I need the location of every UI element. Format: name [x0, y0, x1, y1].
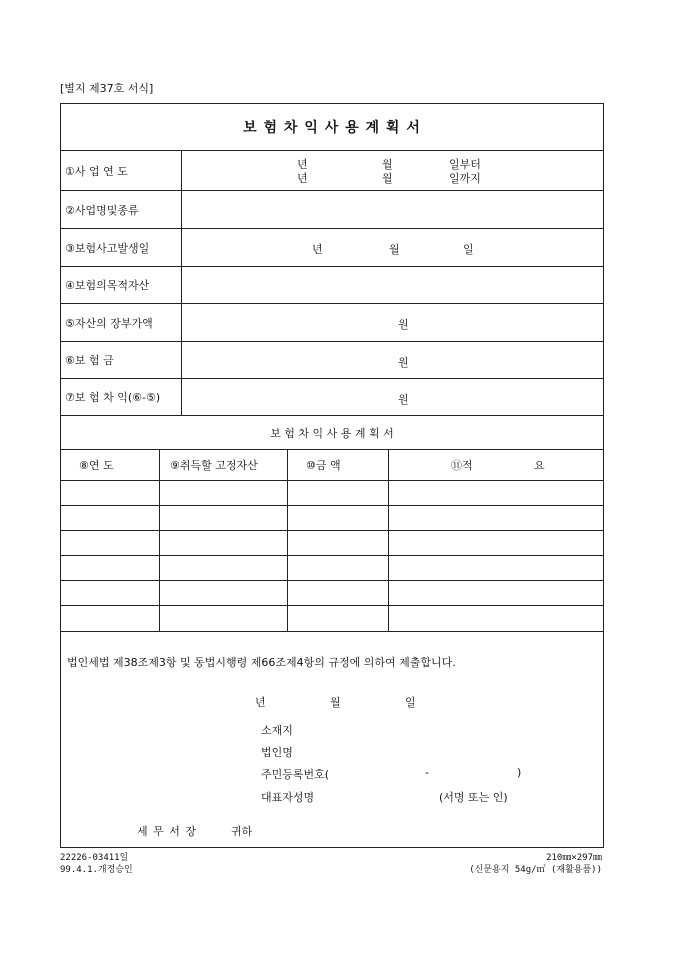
plan-table-title: 보 험 차 익 사 용 계 획 서	[61, 416, 603, 450]
representative-label: 대표자성명	[261, 791, 315, 804]
table-row	[61, 506, 603, 531]
header-summary-b: 요	[534, 459, 545, 472]
header-amount	[288, 450, 389, 480]
registration-number-dash: -	[425, 766, 429, 779]
book-value-label: ⑤자산의 장부가액	[61, 304, 182, 341]
table-cell-amount[interactable]	[288, 556, 389, 580]
year-to-month: 월	[382, 172, 393, 185]
accident-date-value[interactable]	[182, 229, 603, 266]
table-cell-year[interactable]	[61, 581, 160, 605]
form-number-label: [별지 제37호 서식]	[60, 82, 154, 95]
table-row	[61, 606, 603, 632]
insured-asset-value[interactable]	[182, 267, 603, 303]
insurance-gain-row	[61, 379, 603, 416]
declaration-month: 월	[330, 696, 341, 709]
year-from-day: 일부터	[449, 158, 481, 171]
insurance-money-row	[61, 342, 603, 379]
header-asset-text: ⑨취득할 고정자산	[170, 459, 258, 472]
address-label: 소재지	[261, 724, 293, 737]
table-cell-asset[interactable]	[160, 606, 288, 631]
table-cell-summary[interactable]	[389, 581, 603, 605]
table-cell-amount[interactable]	[288, 606, 389, 631]
book-value-value[interactable]	[182, 304, 603, 341]
company-name-label: 법인명	[261, 746, 293, 759]
form-code: 22226-03411일	[60, 853, 129, 863]
table-cell-summary[interactable]	[389, 506, 603, 530]
header-year	[61, 450, 160, 480]
header-summary-a: ⑪적	[451, 459, 473, 472]
table-cell-asset[interactable]	[160, 481, 288, 505]
accident-date-label: ③보험사고발생일	[61, 229, 182, 266]
business-name-label: ②사업명및종류	[61, 191, 182, 228]
form-frame	[60, 103, 604, 848]
business-name-value[interactable]	[182, 191, 603, 228]
table-row	[61, 481, 603, 506]
insurance-gain-unit: 원	[398, 393, 409, 406]
registration-number-label: 주민등록번호(	[261, 768, 330, 781]
declaration-text: 법인세법 제38조제3항 및 동법시행령 제66조제4항의 규정에 의하여 제출합니다.	[67, 656, 456, 669]
table-cell-summary[interactable]	[389, 481, 603, 505]
year-to-year: 년	[297, 172, 308, 185]
insured-asset-row	[61, 267, 603, 304]
accident-day: 일	[463, 243, 474, 256]
accident-date-row	[61, 229, 603, 267]
table-cell-amount[interactable]	[288, 506, 389, 530]
year-from-month: 월	[382, 158, 393, 171]
paper-spec: (신문용지 54g/㎡ (재활용품))	[469, 865, 602, 875]
accident-month: 월	[389, 243, 400, 256]
tax-office-addressee: 세 무 서 장	[137, 825, 197, 838]
book-value-row	[61, 304, 603, 342]
header-summary	[389, 450, 603, 480]
paper-size: 210㎜×297㎜	[546, 853, 602, 863]
business-name-row	[61, 191, 603, 229]
header-amount-text: ⑩금 액	[306, 459, 341, 472]
form-title: 보 험 차 익 사 용 계 획 서	[61, 104, 603, 151]
table-cell-year[interactable]	[61, 506, 160, 530]
table-cell-amount[interactable]	[288, 531, 389, 555]
registration-number-close: )	[517, 766, 522, 779]
declaration-section	[61, 632, 603, 847]
business-year-row	[61, 151, 603, 191]
insured-asset-label: ④보험의목적자산	[61, 267, 182, 303]
insurance-money-unit: 원	[398, 356, 409, 369]
insurance-money-label: ⑥보 험 금	[61, 342, 182, 378]
table-cell-asset[interactable]	[160, 531, 288, 555]
year-from-year: 년	[297, 158, 308, 171]
business-year-value[interactable]	[182, 151, 603, 190]
header-asset	[160, 450, 288, 480]
table-cell-summary[interactable]	[389, 556, 603, 580]
accident-year: 년	[312, 243, 323, 256]
table-cell-year[interactable]	[61, 556, 160, 580]
table-row	[61, 556, 603, 581]
table-cell-asset[interactable]	[160, 556, 288, 580]
table-cell-asset[interactable]	[160, 581, 288, 605]
table-cell-year[interactable]	[61, 606, 160, 631]
insurance-gain-value[interactable]	[182, 379, 603, 415]
table-row	[61, 581, 603, 606]
table-cell-summary[interactable]	[389, 531, 603, 555]
header-year-text: ⑧연 도	[79, 459, 114, 472]
table-row	[61, 531, 603, 556]
plan-table-header	[61, 450, 603, 481]
signature-note: (서명 또는 인)	[439, 791, 508, 804]
insurance-money-value[interactable]	[182, 342, 603, 378]
table-cell-year[interactable]	[61, 531, 160, 555]
table-cell-summary[interactable]	[389, 606, 603, 631]
declaration-year: 년	[255, 696, 266, 709]
honorific: 귀하	[231, 825, 253, 838]
insurance-gain-label: ⑦보 험 차 익(⑥-⑤)	[61, 379, 182, 415]
table-cell-asset[interactable]	[160, 506, 288, 530]
approval-date: 99.4.1.개정승인	[60, 865, 133, 875]
table-cell-year[interactable]	[61, 481, 160, 505]
business-year-label: ①사 업 연 도	[61, 151, 182, 190]
table-cell-amount[interactable]	[288, 581, 389, 605]
book-value-unit: 원	[398, 318, 409, 331]
table-cell-amount[interactable]	[288, 481, 389, 505]
declaration-day: 일	[405, 696, 416, 709]
year-to-day: 일까지	[449, 172, 481, 185]
